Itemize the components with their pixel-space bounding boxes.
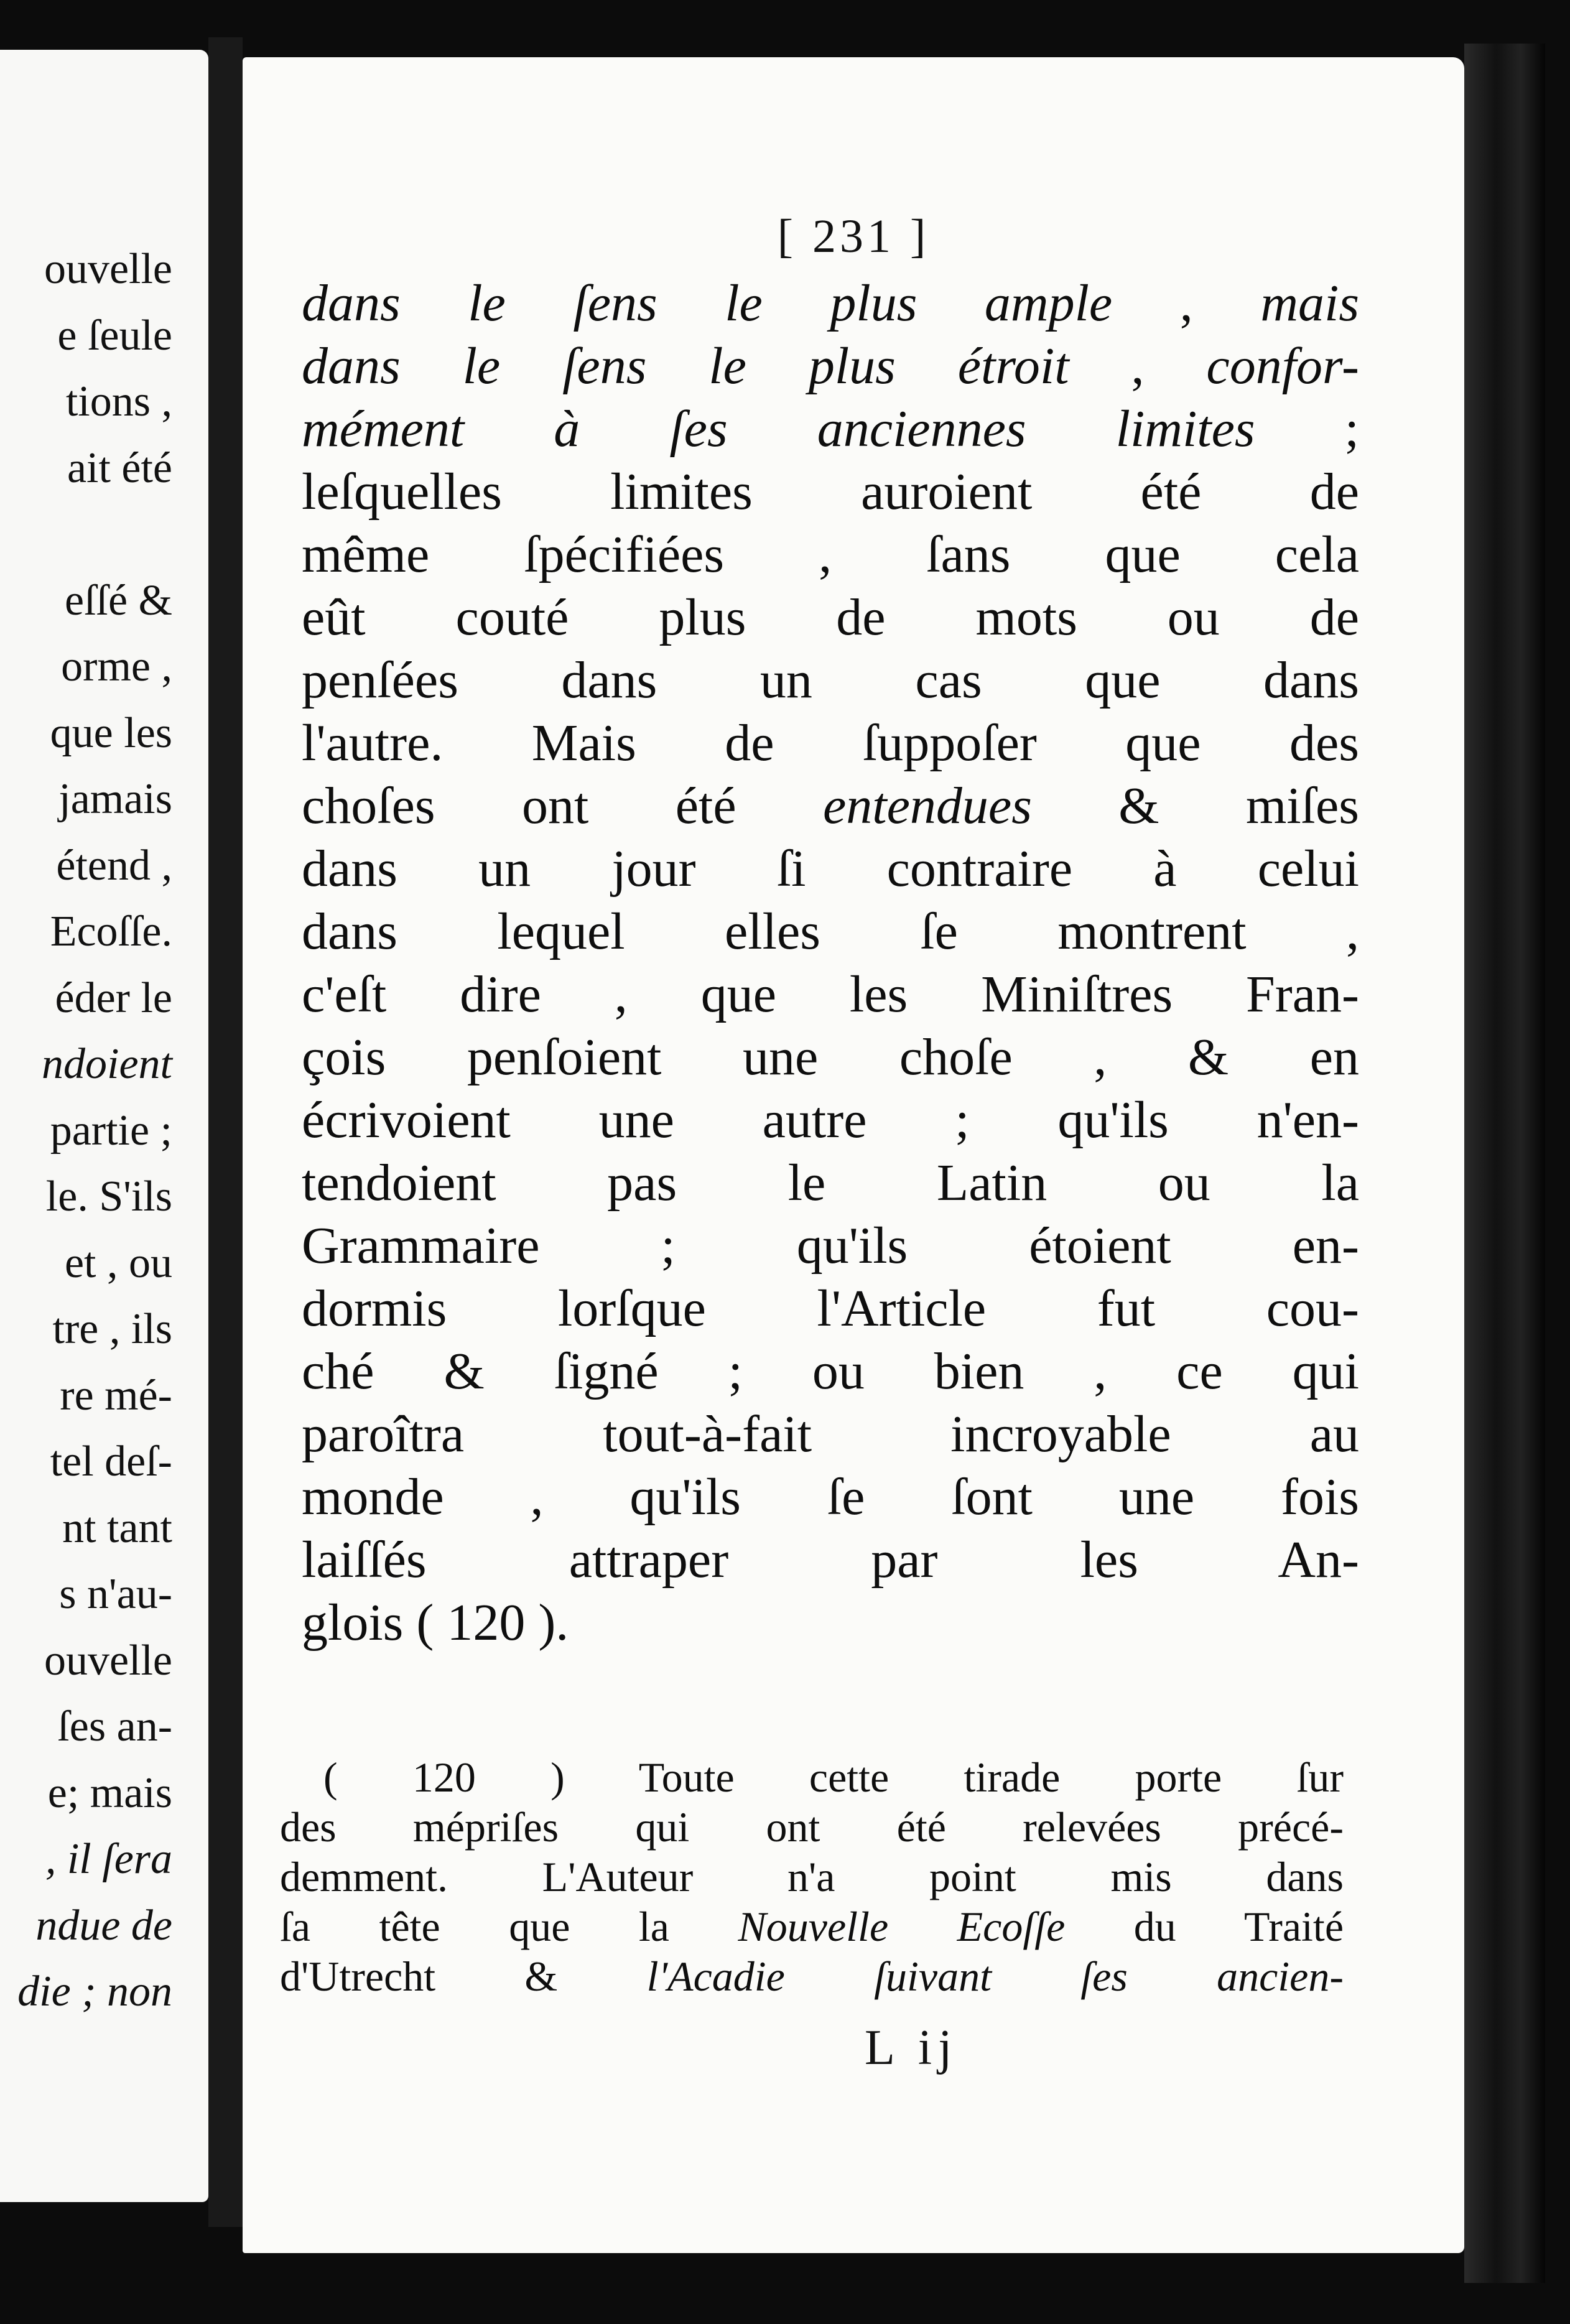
text-span: & miſes bbox=[1031, 777, 1359, 835]
text-span: ( 120 ) Toute cette tirade porte ſur bbox=[323, 1754, 1344, 1801]
text-line bbox=[302, 1151, 1359, 1214]
text-span: laiſſés attraper par les An- bbox=[302, 1531, 1359, 1589]
text-line bbox=[302, 1340, 1359, 1403]
text-span: , bbox=[1112, 274, 1261, 332]
italic-text: entendues bbox=[823, 777, 1032, 835]
text-line bbox=[302, 1089, 1359, 1151]
left-page-line: tre , ils bbox=[52, 1305, 172, 1353]
left-page-line: tel deſ- bbox=[50, 1438, 172, 1485]
book-gutter bbox=[208, 37, 243, 2227]
left-page-line: Ecoſſe. bbox=[50, 908, 172, 955]
text-line bbox=[280, 1802, 1344, 1852]
text-line bbox=[302, 774, 1359, 837]
text-span: ; bbox=[1255, 400, 1359, 458]
text-line bbox=[280, 1902, 1344, 1951]
signature-mark: L ij bbox=[865, 2020, 959, 2075]
left-page-line: re mé- bbox=[60, 1371, 172, 1420]
text-span: tendoient pas le Latin ou la bbox=[302, 1154, 1359, 1212]
left-page-line: die ; non bbox=[17, 1968, 172, 2015]
text-span: eût couté plus de mots ou de bbox=[302, 588, 1359, 646]
left-page-line: que les bbox=[50, 709, 172, 757]
text-line bbox=[280, 1951, 1344, 2001]
left-page-line: ndue de bbox=[35, 1901, 172, 1950]
left-page-line: ait été bbox=[67, 444, 172, 492]
text-span: dans un jour ſi contraire à celui bbox=[302, 840, 1359, 898]
text-line bbox=[302, 272, 1359, 335]
text-span: dormis lorſque l'Article fut cou- bbox=[302, 1280, 1359, 1337]
left-page-line: jamais bbox=[58, 775, 172, 823]
left-page-line: ndoient bbox=[42, 1040, 172, 1088]
text-span: des mépriſes qui ont été relevées précé- bbox=[280, 1803, 1344, 1851]
text-span: Grammaire ; qu'ils étoient en- bbox=[302, 1217, 1359, 1275]
left-page-line: e ſeule bbox=[57, 311, 172, 360]
text-span: écrivoient une autre ; qu'ils n'en- bbox=[302, 1091, 1359, 1149]
left-page-line: e; mais bbox=[47, 1769, 172, 1817]
left-page-line: partie ; bbox=[50, 1106, 172, 1155]
text-line bbox=[302, 837, 1359, 900]
page-edge-shadow bbox=[1464, 44, 1545, 2283]
left-page-line: ſes an- bbox=[57, 1703, 172, 1750]
left-page-line: tions , bbox=[65, 378, 172, 425]
right-page bbox=[243, 57, 1464, 2253]
text-line bbox=[302, 397, 1359, 460]
text-span: ché & ſigné ; ou bien , ce qui bbox=[302, 1342, 1359, 1400]
left-page-line: et , ou bbox=[64, 1239, 172, 1287]
text-line bbox=[302, 1277, 1359, 1340]
text-line bbox=[302, 1528, 1359, 1591]
text-line bbox=[302, 1403, 1359, 1466]
text-span: demment. L'Auteur n'a point mis dans bbox=[280, 1853, 1344, 1900]
text-span: choſes ont été bbox=[302, 777, 823, 835]
text-span: penſées dans un cas que dans bbox=[302, 651, 1359, 709]
text-line bbox=[302, 900, 1359, 963]
left-page-line: , il ſera bbox=[45, 1835, 172, 1883]
text-span: c'eſt dire , que les Miniſtres Fran- bbox=[302, 965, 1359, 1023]
text-span: glois ( 120 ). bbox=[302, 1594, 569, 1652]
italic-text: mais bbox=[1260, 274, 1359, 332]
left-page-line: éder le bbox=[55, 974, 172, 1022]
text-span: dans lequel elles ſe montrent , bbox=[302, 903, 1359, 960]
text-line bbox=[302, 523, 1359, 586]
text-line bbox=[302, 1214, 1359, 1277]
text-line bbox=[302, 1591, 1359, 1654]
text-span: , bbox=[1069, 337, 1207, 395]
text-line bbox=[280, 1752, 1344, 1802]
text-line bbox=[302, 963, 1359, 1026]
main-text bbox=[302, 272, 1359, 1654]
text-line bbox=[302, 1026, 1359, 1089]
left-page-line: ouvelle bbox=[44, 1636, 172, 1685]
text-span: leſquelles limites auroient été de bbox=[302, 463, 1359, 521]
text-span: monde , qu'ils ſe ſont une fois bbox=[302, 1468, 1359, 1526]
text-span: du Traité bbox=[1065, 1903, 1344, 1950]
left-page-line: s n'au- bbox=[59, 1570, 172, 1618]
text-line bbox=[280, 1852, 1344, 1902]
text-span: l'autre. Mais de ſuppoſer que des bbox=[302, 714, 1359, 772]
left-page-line: ouvelle bbox=[44, 245, 172, 293]
left-page-line: étend , bbox=[56, 841, 172, 890]
footnote bbox=[280, 1752, 1344, 2001]
left-page-line: nt tant bbox=[62, 1504, 172, 1552]
text-line bbox=[302, 335, 1359, 397]
italic-text: l'Acadie ſuivant ſes ancien- bbox=[646, 1953, 1344, 2000]
left-page-line: le. S'ils bbox=[45, 1173, 172, 1220]
text-line bbox=[302, 712, 1359, 774]
left-page-line: orme , bbox=[61, 643, 172, 690]
text-line bbox=[302, 460, 1359, 523]
text-span: d'Utrecht & bbox=[280, 1953, 647, 2000]
page-number: [ 231 ] bbox=[777, 210, 930, 263]
italic-text: dans le ſens le plus étroit bbox=[302, 337, 1069, 395]
text-line bbox=[302, 1466, 1359, 1528]
text-line bbox=[302, 649, 1359, 712]
italic-text: Nouvelle Ecoſſe bbox=[738, 1903, 1066, 1950]
text-span: ſa tête que la bbox=[280, 1903, 738, 1950]
left-page-fragment bbox=[0, 50, 208, 2202]
text-span: paroîtra tout-à-fait incroyable au bbox=[302, 1405, 1359, 1463]
italic-text: dans le ſens le plus ample bbox=[302, 274, 1113, 332]
italic-text: confor- bbox=[1206, 337, 1359, 395]
text-line bbox=[302, 586, 1359, 649]
italic-text: mément à ſes anciennes limites bbox=[302, 400, 1255, 458]
text-span: même ſpécifiées , ſans que cela bbox=[302, 526, 1359, 583]
left-page-line: eſſé & bbox=[65, 576, 172, 625]
text-span: çois penſoient une choſe , & en bbox=[302, 1028, 1359, 1086]
